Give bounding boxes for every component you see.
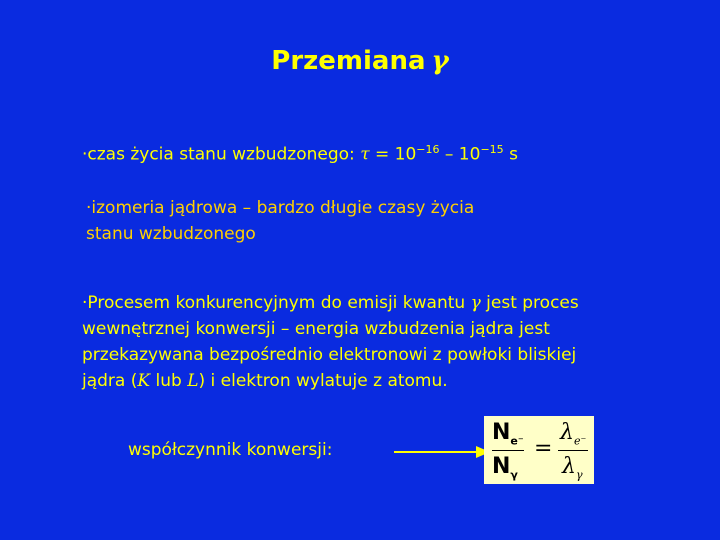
bullet-ic-line2: wewnętrznej konwersji – energia wzbudzenia jądra jest xyxy=(82,319,550,339)
bullet-ic-line4-mid: lub xyxy=(150,371,188,391)
bullet-isomerism-line2: stanu wzbudzonego xyxy=(86,224,256,244)
bullet-lifetime-prefix: ·czas życia stanu wzbudzonego: xyxy=(82,144,361,165)
formula-N-electron-sub: e⁻ xyxy=(510,434,524,448)
title-gamma-symbol: γ xyxy=(431,46,449,76)
conversion-formula xyxy=(484,416,594,484)
formula-N-gamma: N xyxy=(492,454,511,479)
bullet-ic-line4 xyxy=(82,368,579,394)
conversion-coefficient-label: współczynnik konwersji: xyxy=(128,440,333,460)
bullet-ic-line4-b: ) i elektron wylatuje z atomu. xyxy=(198,371,448,391)
exponent-1: −16 xyxy=(416,143,440,156)
slide-title xyxy=(0,46,720,76)
gamma-symbol: γ xyxy=(470,293,481,313)
formula-den-right xyxy=(562,454,583,481)
shell-K: K xyxy=(137,371,151,391)
right-arrow-icon xyxy=(394,444,490,460)
exponent-2: −15 xyxy=(480,143,504,156)
tau-symbol: τ xyxy=(360,144,370,165)
title-text: Przemiana xyxy=(271,46,426,76)
bullet-ic-line4-a: jądra ( xyxy=(82,371,138,391)
formula-num-right xyxy=(560,420,586,447)
bullet-isomerism-line1: ·izomeria jądrowa – bardzo długie czasy życia xyxy=(86,198,475,218)
bullet-ic-line1-a: ·Procesem konkurencyjnym do emisji kwantu xyxy=(82,293,471,313)
formula-lambda-electron-sub: e⁻ xyxy=(573,434,587,448)
bullet-internal-conversion xyxy=(82,290,579,394)
fraction-bar-right xyxy=(558,450,588,451)
formula-lambda-electron: λ xyxy=(560,420,574,445)
fraction-bar-left xyxy=(492,450,524,451)
shell-L: L xyxy=(187,371,199,391)
bullet-ic-line3: przekazywana bezpośrednio elektronowi z powłoki bliskiej xyxy=(82,345,577,365)
bullet-lifetime-dash: – 10 xyxy=(439,144,481,165)
bullet-isomerism xyxy=(86,195,474,247)
bullet-lifetime xyxy=(82,137,518,168)
formula-lambda-gamma-sub: γ xyxy=(575,468,583,482)
formula-den-left xyxy=(492,454,518,481)
formula-N-gamma-sub: γ xyxy=(510,468,518,482)
bullet-lifetime-equals: = 10 xyxy=(369,144,417,165)
formula-num-left xyxy=(492,420,524,447)
formula-lambda-gamma: λ xyxy=(562,454,576,479)
formula-equals: = xyxy=(534,436,553,461)
bullet-ic-line1 xyxy=(82,290,579,316)
formula-N-electron: N xyxy=(492,420,511,445)
bullet-lifetime-unit: s xyxy=(503,144,518,165)
bullet-ic-line1-b: jest proces xyxy=(480,293,579,313)
